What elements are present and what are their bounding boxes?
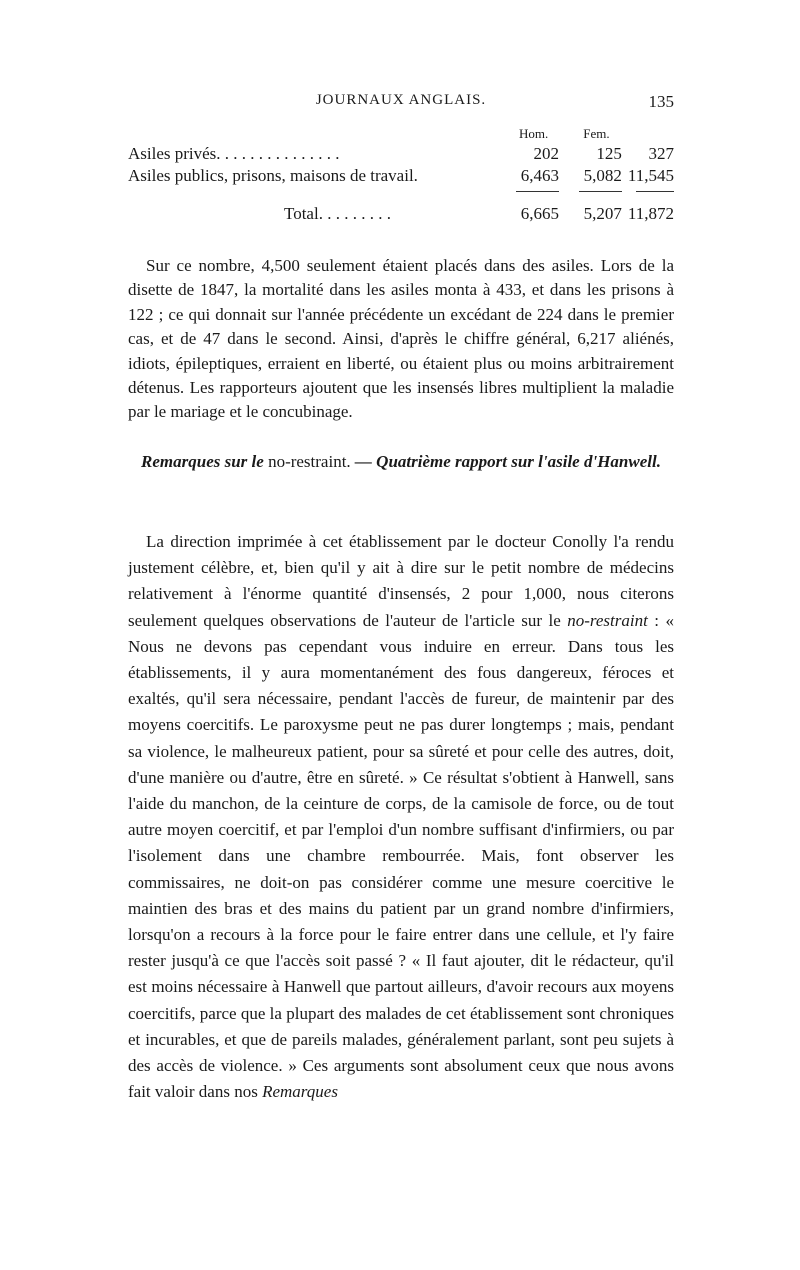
cell-fem: 125 — [596, 144, 622, 163]
column-header-hom: Hom. — [519, 126, 549, 141]
cell-hom: 6,463 — [520, 166, 560, 185]
statistics-table — [128, 124, 674, 224]
heading-part-3: — Quatrième rapport sur l'asile d'Hanwell. — [350, 452, 661, 471]
total-label: Total. . . . . . . . . — [284, 204, 391, 223]
table-header-row — [128, 124, 674, 142]
cell-hom: 202 — [533, 144, 560, 163]
running-title: JOURNAUX ANGLAIS. — [315, 92, 487, 108]
section-heading — [128, 450, 674, 474]
cell-total: 327 — [648, 144, 674, 163]
row-label: Asiles privés. . . . . . . . . . . . . . . — [128, 144, 340, 163]
page-number: 135 — [648, 92, 674, 111]
emphasis-no-restraint: no-restraint — [567, 610, 648, 630]
page-header — [128, 92, 674, 118]
heading-part-1: Remarques sur le — [141, 452, 269, 471]
paragraph-text: : « Nous ne devons pas cependant vous induire en erreur. Dans tous les établissements, il y aura momentanément des fous dangereux, féroces et exaltés, qu'il sera nécessaire, pendant l'accès de fureur, de maintenir par des moyens coercitifs. Le paroxysme peut ne pas durer longtemps ; mais, pendant sa violence, le malheureux patient, pour sa sûreté et pour celle des autres, doit, d'une manière ou d'autre, être en sûreté. » Ce résultat s'obtient à Hanwell, sans l'aide du manchon, de la ceinture de corps, de la camisole de force, ou de tout autre moyen coercitif, et par l'emploi d'un nombre suffisant d'infirmiers, ou par l'isolement dans une chambre rembourrée. Mais, font observer les commissaires, ne doit-on pas considérer comme une mesure coercitive le maintien des bras et des mains du patient par un grand nombre d'infirmiers, lorsqu'on a recours à la force pour le faire entrer dans une cellule, et l'y faire rester jusqu'à ce que l'accès soit passé ? « Il faut ajouter, dit le rédacteur, qu'il est moins nécessaire à Hanwell que partout ailleurs, d'avoir recours aux moyens coercitifs, parce que la plupart des malades de cet établissement sont chroniques et incurables, et que de pareils malades, généralement parlant, sont peu sujets à des accès de violence. » Ces arguments sont absolument ceux que nous avons fait valoir dans nos — [128, 610, 674, 1102]
total-fem: 5,207 — [583, 204, 622, 223]
table-row — [128, 164, 674, 186]
total-total: 11,872 — [627, 204, 674, 223]
emphasis-remarques: Remarques — [262, 1082, 338, 1102]
row-label: Asiles publics, prisons, maisons de travail. — [128, 166, 418, 185]
column-header-fem: Fem. — [583, 126, 610, 141]
total-hom: 6,665 — [520, 204, 560, 223]
cell-fem: 5,082 — [583, 166, 622, 185]
table-total-row — [128, 192, 674, 224]
paragraph-hanwell — [128, 529, 674, 1105]
cell-total: 11,545 — [627, 166, 674, 185]
table-row — [128, 142, 674, 164]
heading-part-2: no-restraint. — [268, 452, 351, 471]
paragraph-statistics: Sur ce nombre, 4,500 seulement étaient placés dans des asiles. Lors de la disette de 1847, la mortalité dans les asiles monta à 433, et dans les prisons à 122 ; ce qui donnait sur l'année précédente un excédant de 224 dans le premier cas, et de 47 dans le second. Ainsi, d'après le chiffre général, 6,217 aliénés, idiots, épileptiques, erraient en liberté, ou étaient plus ou moins arbitrairement détenus. Les rapporteurs ajoutent que les insensés libres multiplient la maladie par le mariage et le concubinage. — [128, 256, 674, 422]
paragraph-text: La direction imprimée à cet établissement par le docteur Conolly l'a rendu justement célèbre, et, bien qu'il y ait à dire sur le petit nombre de médecins relativement à l'énorme quantité d'insensés, 2 pour 1,000, nous citerons seulement quelques observations de l'auteur de l'article sur le — [128, 532, 674, 630]
